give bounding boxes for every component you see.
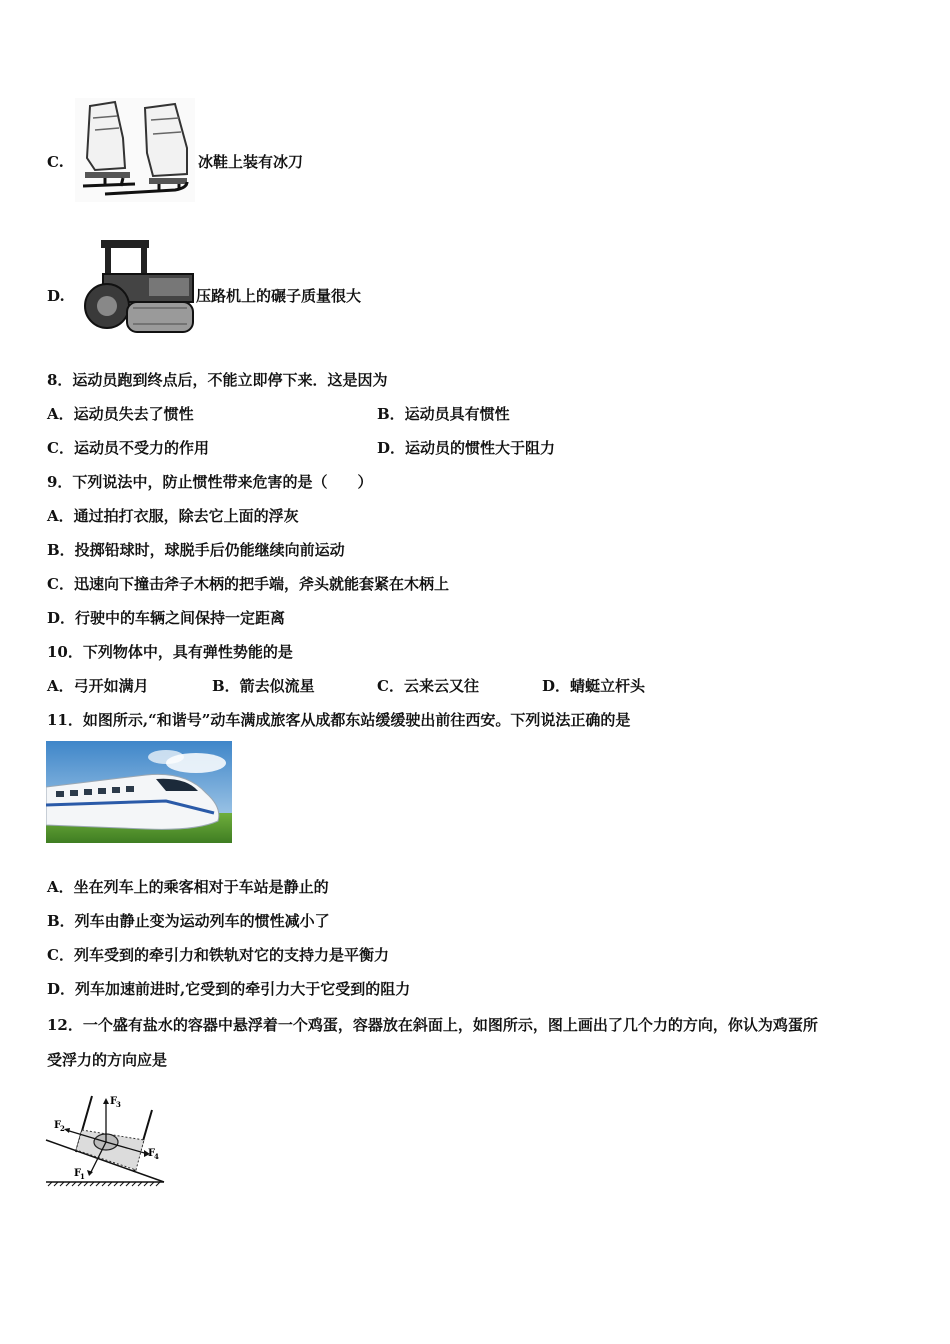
- f3-subscript: 3: [116, 1100, 121, 1109]
- f2-subscript: 2: [60, 1124, 65, 1133]
- f1-subscript: 1: [80, 1172, 85, 1181]
- option-d-text: 压路机上的碾子质量很大: [196, 287, 362, 305]
- f1-label: F: [74, 1168, 82, 1179]
- ice-skate-image: [75, 98, 195, 202]
- q8-option-b: B．运动员具有惯性: [377, 405, 510, 423]
- q9-option-a: A．通过拍打衣服，除去它上面的浮灰: [47, 507, 299, 525]
- q11-option-c: C．列车受到的牵引力和铁轨对它的支持力是平衡力: [47, 946, 389, 964]
- q11-option-b: B．列车由静止变为运动列车的惯性减小了: [47, 912, 330, 930]
- q11-stem: 11．如图所示,“和谐号”动车满成旅客从成都东站缓缓驶出前往西安。下列说法正确的是: [47, 711, 631, 729]
- q10-option-b: B．箭去似流星: [212, 677, 315, 695]
- q9-option-b: B．投掷铅球时，球脱手后仍能继续向前运动: [47, 541, 345, 559]
- q12-stem-line2: 受浮力的方向应是: [47, 1051, 168, 1069]
- road-roller-image: [83, 238, 195, 334]
- q10-option-c: C．云来云又往: [377, 677, 479, 695]
- option-d-label: D.: [47, 287, 65, 305]
- q10-stem: 10．下列物体中，具有弹性势能的是: [47, 643, 293, 661]
- f4-label: F: [148, 1148, 156, 1159]
- q8-option-c: C．运动员不受力的作用: [47, 439, 209, 457]
- high-speed-train-image: [46, 741, 232, 843]
- q9-option-d: D．行驶中的车辆之间保持一定距离: [47, 609, 286, 627]
- f2-label: F: [54, 1120, 62, 1131]
- q10-option-d: D．蜻蜓立杆头: [542, 677, 646, 695]
- f4-subscript: 4: [154, 1152, 159, 1161]
- q11-option-a: A．坐在列车上的乘客相对于车站是静止的: [47, 878, 329, 896]
- q9-stem: 9．下列说法中，防止惯性带来危害的是（ ）: [47, 473, 373, 491]
- q8-option-d: D．运动员的惯性大于阻力: [377, 439, 556, 457]
- q11-option-d: D．列车加速前进时,它受到的牵引力大于它受到的阻力: [47, 980, 411, 998]
- q12-stem-line1: 12．一个盛有盐水的容器中悬浮着一个鸡蛋，容器放在斜面上，如图所示，图上画出了几个力的方向，你认为鸡蛋所: [47, 1016, 818, 1034]
- q9-option-c: C．迅速向下撞击斧子木柄的把手端，斧头就能套紧在木柄上: [47, 575, 449, 593]
- q8-option-a: A．运动员失去了惯性: [47, 405, 194, 423]
- f3-label: F: [110, 1096, 118, 1107]
- q8-stem: 8．运动员跑到终点后，不能立即停下来．这是因为: [47, 371, 388, 389]
- option-c-label: C.: [47, 153, 64, 171]
- egg-buoyancy-diagram: [44, 1090, 168, 1190]
- q10-option-a: A．弓开如满月: [47, 677, 149, 695]
- option-c-text: 冰鞋上装有冰刀: [198, 153, 304, 171]
